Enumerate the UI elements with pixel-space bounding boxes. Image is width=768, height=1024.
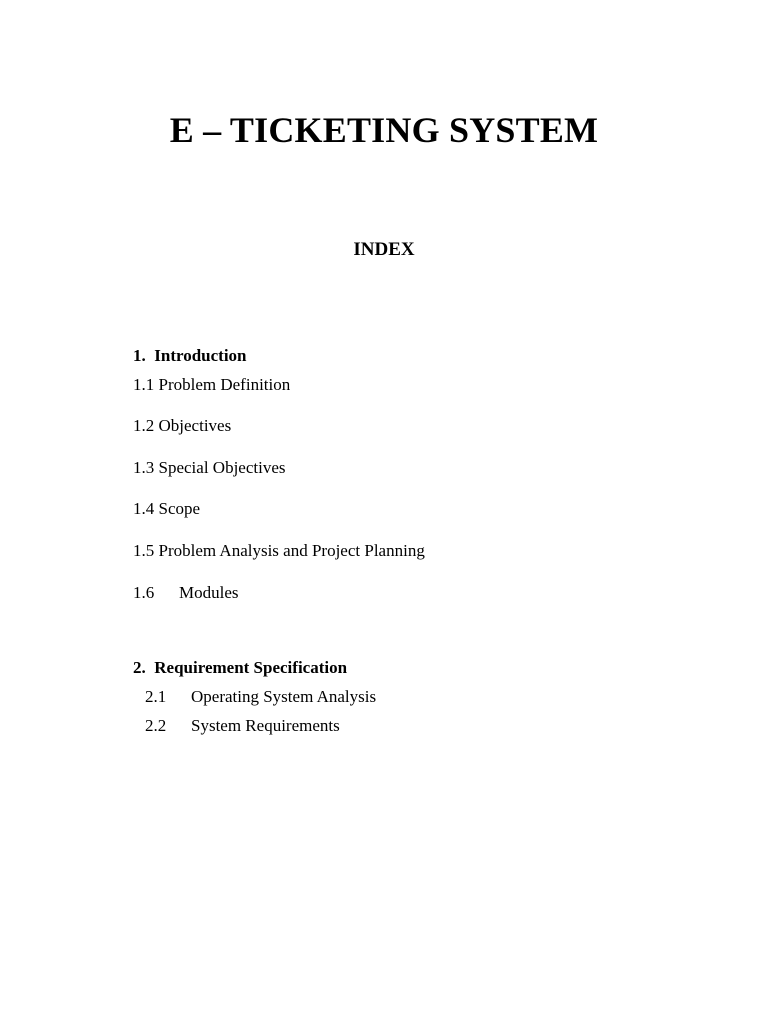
item-label: Objectives: [158, 416, 232, 435]
item-number: 1.1: [133, 375, 155, 394]
section-number: 2.: [133, 658, 146, 677]
item-number: 1.2: [133, 416, 155, 435]
item-number: 2.1: [145, 687, 167, 706]
item-label: Problem Definition: [158, 375, 291, 394]
document-title: E – TICKETING SYSTEM: [169, 110, 599, 150]
index-item: [116, 560, 239, 626]
item-number: 1.6: [133, 583, 155, 602]
section-title: Requirement Specification: [154, 658, 348, 677]
section-title: Introduction: [154, 346, 247, 365]
section-number: 1.: [133, 346, 146, 365]
item-label: System Requirements: [191, 716, 340, 735]
item-number: 1.5: [133, 541, 155, 560]
item-label: Problem Analysis and Project Planning: [158, 541, 425, 560]
item-label: Operating System Analysis: [191, 687, 377, 706]
index-item: [128, 693, 340, 759]
item-number: 1.3: [133, 458, 155, 477]
item-label: Special Objectives: [158, 458, 286, 477]
item-number: 1.4: [133, 499, 155, 518]
item-label: Scope: [158, 499, 201, 518]
item-number: 2.2: [145, 716, 167, 735]
item-label: Modules: [179, 583, 239, 602]
index-heading: INDEX: [353, 239, 415, 260]
